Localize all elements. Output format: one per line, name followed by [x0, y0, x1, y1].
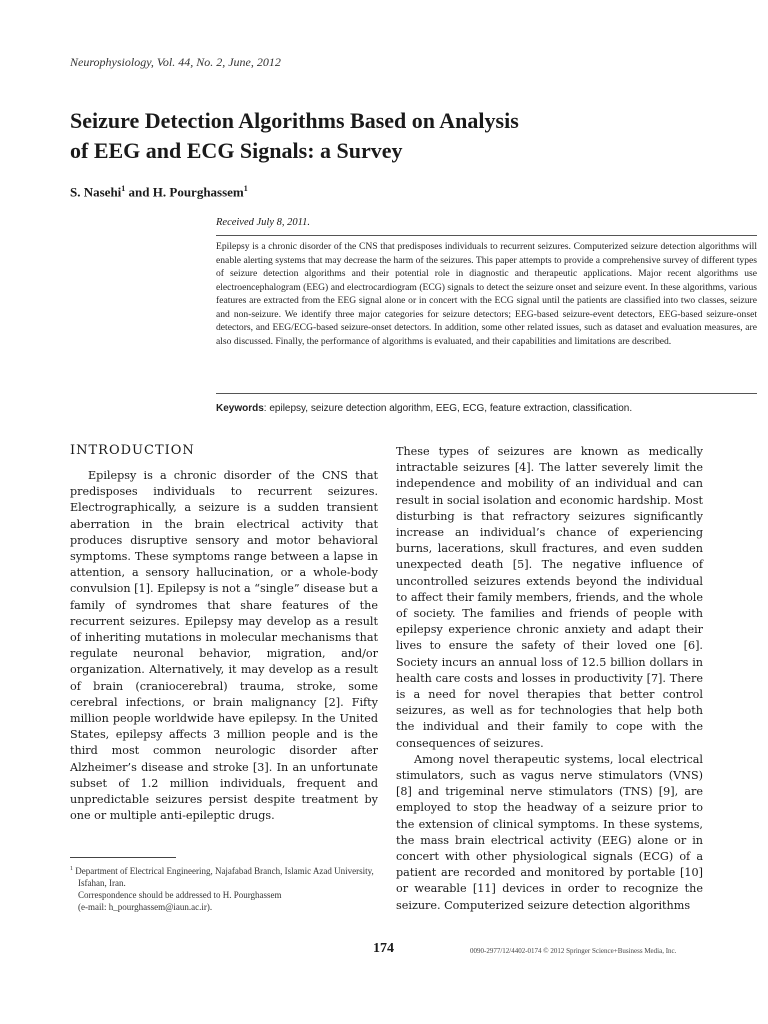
abstract-top-rule: [216, 235, 757, 236]
affiliation-marker: 1: [243, 184, 248, 193]
page-number: 174: [373, 941, 394, 956]
body-paragraph: These types of seizures are known as medically intractable seizures [4]. The latter severely limit the independence and mobility of an individual and can result in social isolation and economic hardship. Most disturbing is that refractory seizures significantly increase an individual’s chance of experiencing burns, lacerations, skull fractures, and even sudden unexpected death [5]. The negative influence of uncontrolled seizures extends beyond the individual to affect their family members, friends, and the whole of society. The families and friends of people with epilepsy experience chronic anxiety and adapt their lives to ensure the safety of their loved one [6]. Society incurs an annual loss of 12.5 billion dollars in health care costs and losses in productivity [7]. There is a need for novel therapies that better control seizures, as well as for technologies that help both the individual and their family to cope with the consequences of seizures.: [396, 445, 703, 750]
left-column: [70, 468, 378, 824]
body-paragraph: Among novel therapeutic systems, local electrical stimulators, such as vagus nerve stimulators (VNS) [8] and trigeminal nerve stimulators (TNS) [9], are employed to stop the headway of a seizure prior to the extension of clinical symptoms. In these systems, the mass brain electrical activity (EEG) alone or in concert with other physiological signals (ECG) of a patient are recorded and monitored by portable [10] or wearable [11] devices in order to recognize the seizure. Computerized seizure detection algorithms: [396, 752, 703, 912]
author-conjunction: and: [125, 184, 153, 200]
right-column: [396, 444, 703, 914]
title-line-2: of EEG and ECG Signals: a Survey: [70, 138, 403, 163]
keywords: [216, 402, 757, 416]
footnote-correspondence: Correspondence should be addressed to H. Pourghassem: [78, 890, 282, 900]
copyright-line: 0090-2977/12/4402-0174 © 2012 Springer Science+Business Media, Inc.: [470, 947, 677, 955]
footnote-affiliation: $^1$ Department of Electrical Engineering, Najafabad Branch, Islamic Azad University, Isfahan, Iran.: [70, 866, 374, 888]
author-name: S. Nasehi: [70, 184, 122, 200]
title-line-1: Seizure Detection Algorithms Based on Analysis: [70, 108, 519, 133]
author-name: H. Pourghassem: [152, 184, 244, 200]
received-date: Received July 8, 2011.: [216, 217, 310, 228]
body-paragraph: Epilepsy is a chronic disorder of the CNS that predisposes individuals to recurrent seizures. Electrographically, a seizure is a sudden transient aberration in the brain electrical activity that produces disruptive sensory and motor behavioral symptoms. These symptoms range between a lapse in attention, a sensory hallucination, or a whole-body convulsion [1]. Epilepsy is not a “single” disease but a family of syndromes that share features of the recurrent seizures. Epilepsy may develop as a result of inheriting mutations in molecular mechanisms that regulate neuronal behavior, migration, and/or organization. Alternatively, it may develop as a result of brain (craniocerebral) trauma, stroke, some cerebral infections, or brain malignancy [2]. Fifty million people worldwide have epilepsy. In the United States, epilepsy affects 3 million people and is the third most common neurologic disorder after Alzheimer’s disease and stroke [3]. In an unfortunate subset of 1.2 million individuals, frequent and unpredictable seizures persist despite treatment by one or multiple anti-epileptic drugs.: [70, 469, 378, 823]
affiliation-marker: 1: [121, 184, 126, 193]
author-list: [70, 184, 248, 200]
abstract-text: Epilepsy is a chronic disorder of the CNS that predisposes individuals to recurrent seizures. Computerized seizure detection algorithms will enable alerting systems that may decrease the harm of the seizures. This paper attempts to provide a comprehensive survey of different types of seizure detection algorithms and their potential role in diagnostic and therapeutic applications. Major recent algorithms use electroencephalogram (EEG) and electrocardiogram (ECG) signals to detect the seizure onset and seizure event. In these algorithms, various features are extracted from the EEG signal alone or in concert with the ECG signal until the patients are classified into two classes, seizure and non-seizure. We identify three major categories for seizure detectors; EEG-based seizure-event detectors, EEG-based seizure-onset detectors, and EEG/ECG-based seizure-onset detectors. In addition, some other related issues, such as dataset and evaluation measures, are also discussed. Finally, the performance of algorithms is evaluated, and their capabilities and limitations are described.: [216, 241, 757, 347]
keywords-label: Keywords: [216, 403, 264, 414]
article-title: [70, 106, 710, 166]
footnote-email: (e-mail: h_pourghassem@iaun.ac.ir).: [78, 902, 213, 912]
footnote-rule: [70, 857, 176, 858]
footnote-marker: 1: [70, 866, 73, 872]
keywords-list: : epilepsy, seizure detection algorithm, EEG, ECG, feature extraction, classification.: [263, 403, 633, 414]
footnote: [70, 863, 380, 913]
abstract-bottom-rule: [216, 393, 757, 394]
section-heading: INTRODUCTION: [70, 443, 195, 458]
journal-citation: Neurophysiology, Vol. 44, No. 2, June, 2012: [70, 55, 281, 69]
